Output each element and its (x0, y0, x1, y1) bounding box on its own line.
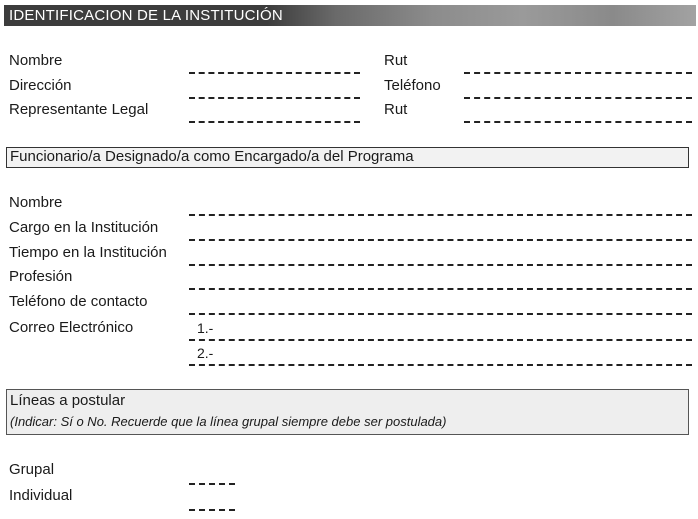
input-line-tiempo[interactable] (189, 264, 692, 266)
label-profesion: Profesión (9, 268, 73, 285)
input-line-cargo[interactable] (189, 239, 692, 241)
label-grupal: Grupal (9, 461, 55, 478)
label-nombre-institucion: Nombre (9, 52, 63, 69)
input-line-representante-legal[interactable] (189, 121, 360, 123)
input-line-profesion[interactable] (189, 288, 692, 290)
input-line-correo-2[interactable] (189, 364, 692, 366)
input-line-telefono-institucion[interactable] (464, 97, 692, 99)
input-line-rut-institucion[interactable] (464, 72, 692, 74)
label-individual: Individual (9, 487, 73, 504)
section-title-funcionario: Funcionario/a Designado/a como Encargado/a del Programa (10, 148, 414, 165)
label-telefono-institucion: Teléfono (384, 77, 441, 94)
label-correo: Correo Electrónico (9, 319, 134, 336)
section-title-institucion: IDENTIFICACION DE LA INSTITUCIÓN (9, 7, 283, 24)
label-telefono-contacto: Teléfono de contacto (9, 293, 148, 310)
section-title-lineas: Líneas a postular (10, 392, 126, 409)
input-line-individual[interactable] (189, 509, 235, 511)
input-line-correo-1[interactable] (189, 339, 692, 341)
label-rut-representante: Rut (384, 101, 408, 118)
label-nombre-funcionario: Nombre (9, 194, 63, 211)
lineas-instruction-note: (Indicar: Sí o No. Recuerde que la línea grupal siempre debe ser postulada) (10, 414, 447, 429)
input-line-nombre-institucion[interactable] (189, 72, 360, 74)
label-rut-institucion: Rut (384, 52, 408, 69)
input-line-grupal[interactable] (189, 483, 235, 485)
input-line-nombre-funcionario[interactable] (189, 214, 692, 216)
correo-item-1-label: 1.- (197, 320, 214, 336)
input-line-telefono-contacto[interactable] (189, 313, 692, 315)
correo-item-2-label: 2.- (197, 345, 214, 361)
label-representante-legal: Representante Legal (9, 101, 149, 118)
label-tiempo: Tiempo en la Institución (9, 244, 167, 261)
input-line-rut-representante[interactable] (464, 121, 692, 123)
label-direccion: Dirección (9, 77, 72, 94)
input-line-direccion[interactable] (189, 97, 360, 99)
label-cargo: Cargo en la Institución (9, 219, 159, 236)
